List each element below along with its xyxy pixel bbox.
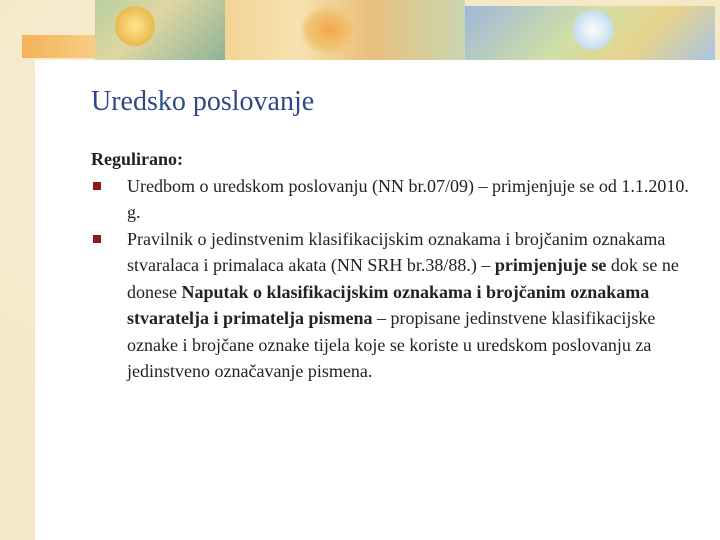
slide-title: Uredsko poslovanje (91, 86, 315, 117)
slide-body (91, 146, 691, 385)
bullet-list (91, 173, 691, 385)
list-item (91, 173, 691, 226)
sun-decoration (115, 6, 155, 46)
subheading: Regulirano: (91, 149, 183, 169)
list-item (91, 226, 691, 385)
list-item-text: dok se ne donese (127, 255, 679, 302)
list-item-text: – propisane jedinstvene klasifikacijske oznake i brojčane oznake tijela koje se koriste u uredskom poslovanju za jedinstveno označavanje pismena. (127, 308, 656, 381)
flower-decoration (570, 10, 616, 50)
square-bullet-icon (93, 182, 101, 190)
leaf-decoration (300, 5, 360, 55)
emphasis-text: primjenjuje se (494, 255, 607, 275)
square-bullet-icon (93, 235, 101, 243)
emphasis-text: Naputak o klasifikacijskim oznakama i brojčanim oznakama stvaratelja i primatelja pismena (127, 281, 650, 328)
banner-tile (22, 35, 97, 58)
decorative-banner (0, 0, 720, 64)
list-item-text: Pravilnik o jedinstvenim klasifikacijskim oznakama i brojčanim oznakama stvaralaca i primalaca akata (NN SRH br.38/88.) – (127, 228, 666, 275)
list-item-text: Uredbom o uredskom poslovanju (NN br.07/09) – primjenjuje se od 1.1.2010. g. (127, 175, 689, 222)
